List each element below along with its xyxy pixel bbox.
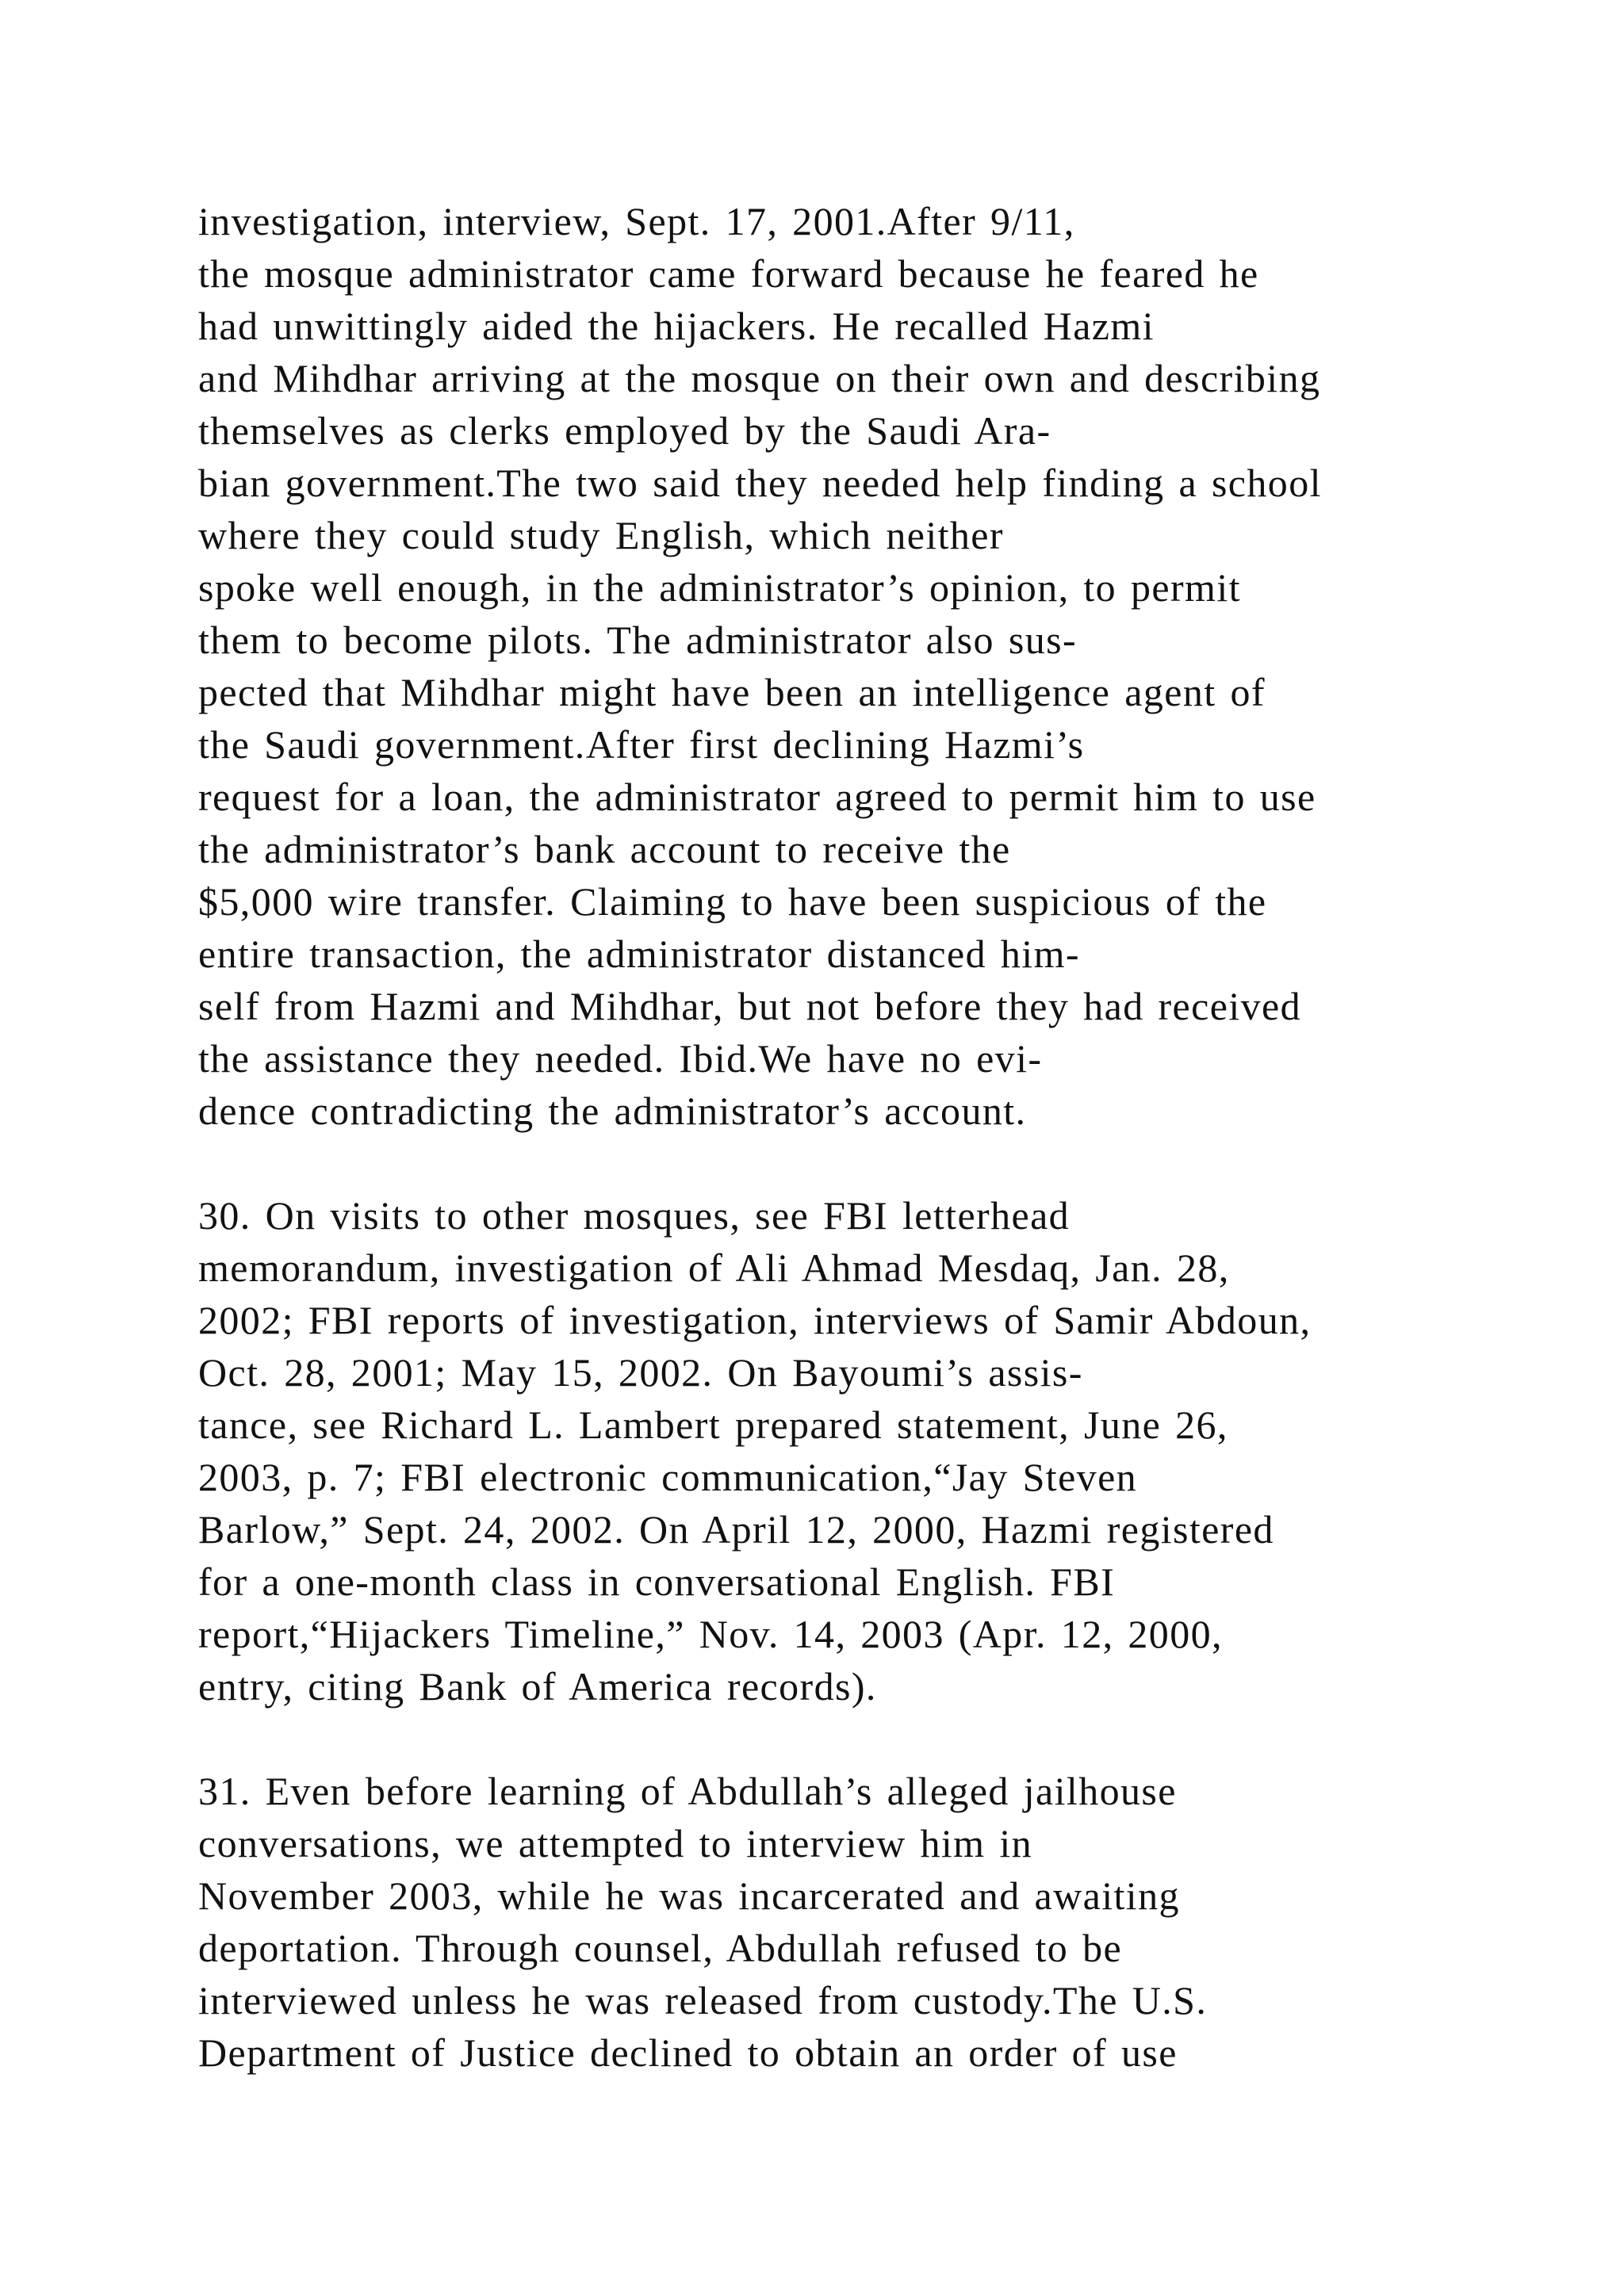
text-line: 31. Even before learning of Abdullah’s alleged jailhouse (198, 1769, 1177, 1813)
document-body (198, 195, 1499, 2079)
text-line: the mosque administrator came forward because he feared he (198, 251, 1259, 296)
text-line: November 2003, while he was incarcerated and awaiting (198, 1873, 1180, 1918)
text-line: tance, see Richard L. Lambert prepared statement, June 26, (198, 1402, 1228, 1447)
paragraph-spacer (198, 1712, 1499, 1765)
text-line: them to become pilots. The administrator also sus- (198, 618, 1078, 662)
text-line: Barlow,” Sept. 24, 2002. On April 12, 2000, Hazmi registered (198, 1507, 1274, 1552)
text-line: the assistance they needed. Ibid.We have no evi- (198, 1036, 1043, 1081)
text-line: 2002; FBI reports of investigation, interviews of Samir Abdoun, (198, 1298, 1312, 1342)
note-30 (198, 1189, 1499, 1712)
text-line: the Saudi government.After first declining Hazmi’s (198, 722, 1085, 767)
text-line: bian government.The two said they needed help finding a school (198, 461, 1322, 505)
note-31 (198, 1765, 1499, 2079)
text-line: request for a loan, the administrator agreed to permit him to use (198, 775, 1316, 819)
text-line: investigation, interview, Sept. 17, 2001.After 9/11, (198, 199, 1075, 243)
paragraph-spacer (198, 1137, 1499, 1189)
text-line: report,“Hijackers Timeline,” Nov. 14, 2003 (Apr. 12, 2000, (198, 1612, 1223, 1656)
text-line: Department of Justice declined to obtain an order of use (198, 2030, 1178, 2075)
text-line: memorandum, investigation of Ali Ahmad Mesdaq, Jan. 28, (198, 1246, 1230, 1290)
text-line: entry, citing Bank of America records). (198, 1664, 877, 1709)
text-line: 30. On visits to other mosques, see FBI letterhead (198, 1193, 1071, 1238)
text-line: $5,000 wire transfer. Claiming to have been suspicious of the (198, 879, 1267, 924)
text-line: conversations, we attempted to interview him in (198, 1821, 1033, 1866)
text-line: pected that Mihdhar might have been an intelligence agent of (198, 670, 1266, 714)
text-line: and Mihdhar arriving at the mosque on their own and describing (198, 356, 1321, 400)
text-line: the administrator’s bank account to receive the (198, 827, 1011, 871)
text-line: interviewed unless he was released from custody.The U.S. (198, 1978, 1208, 2022)
text-line: dence contradicting the administrator’s account. (198, 1089, 1027, 1133)
text-line: spoke well enough, in the administrator’s opinion, to permit (198, 565, 1241, 610)
text-line: themselves as clerks employed by the Saudi Ara- (198, 408, 1051, 453)
text-line: for a one-month class in conversational English. FBI (198, 1559, 1116, 1604)
text-line: 2003, p. 7; FBI electronic communication,“Jay Steven (198, 1455, 1138, 1499)
text-line: deportation. Through counsel, Abdullah refused to be (198, 1926, 1123, 1970)
text-line: where they could study English, which neither (198, 513, 1004, 557)
text-line: had unwittingly aided the hijackers. He recalled Hazmi (198, 304, 1155, 348)
paragraph-mosque-administrator (198, 195, 1499, 1137)
text-line: self from Hazmi and Mihdhar, but not before they had received (198, 984, 1302, 1028)
text-line: entire transaction, the administrator distanced him- (198, 932, 1080, 976)
text-line: Oct. 28, 2001; May 15, 2002. On Bayoumi’s assis- (198, 1350, 1083, 1395)
